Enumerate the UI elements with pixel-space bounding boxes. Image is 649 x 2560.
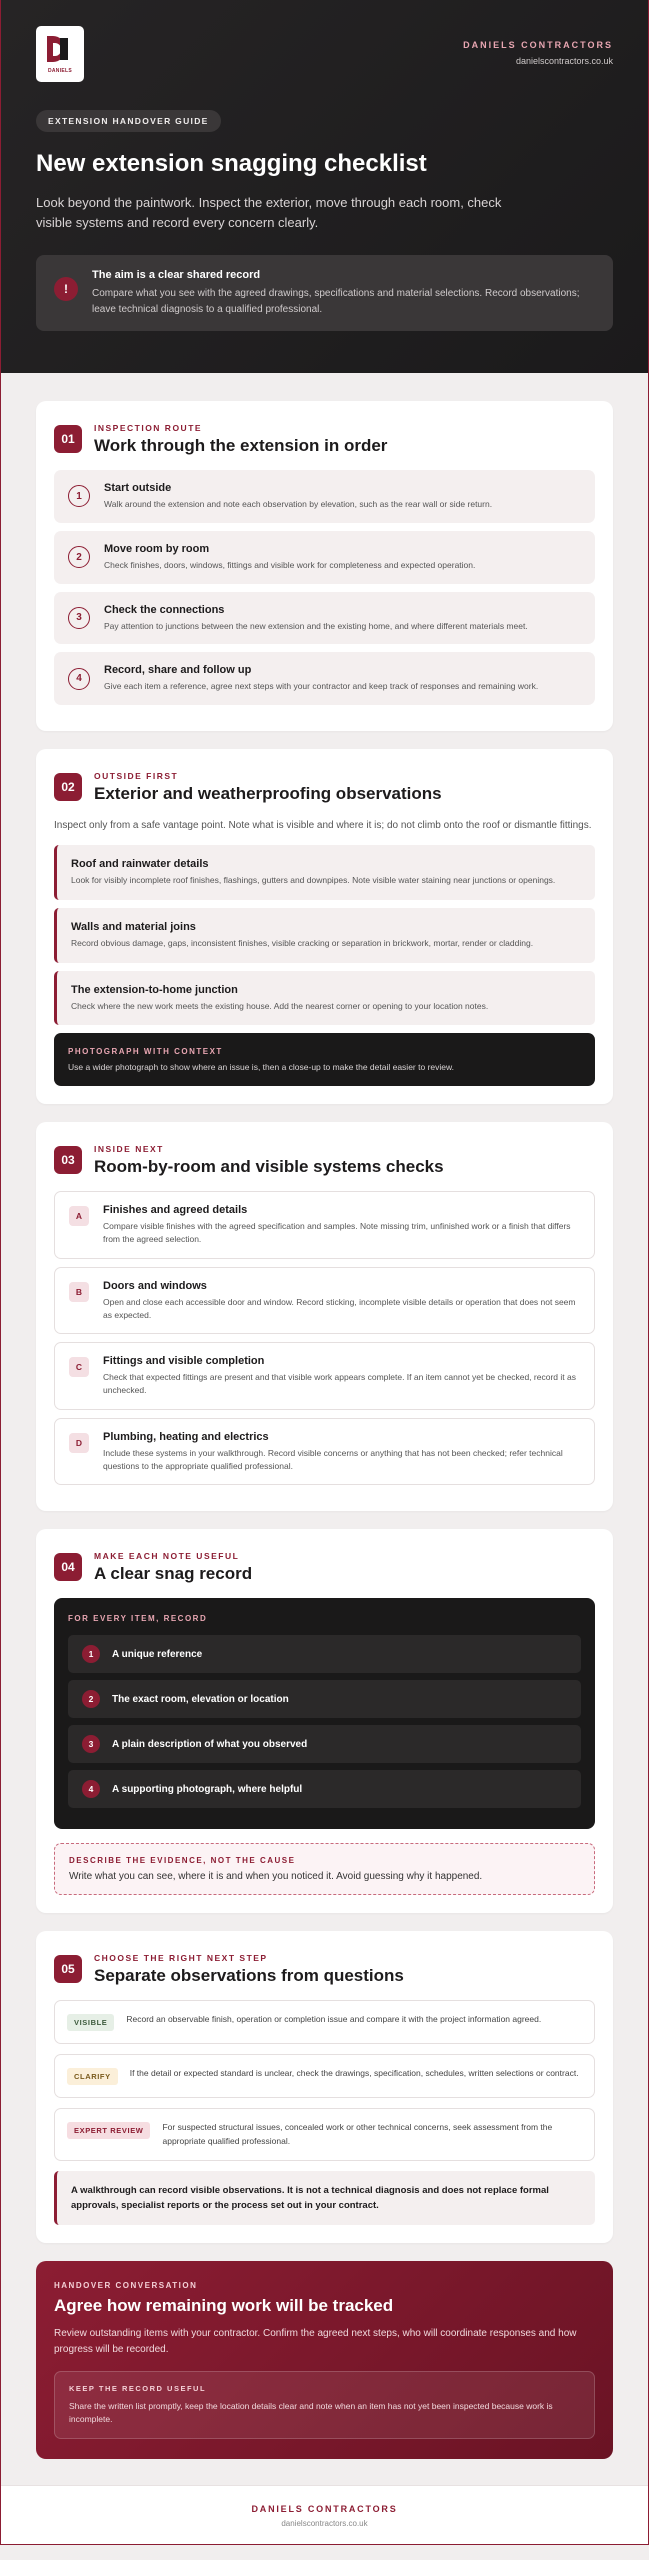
clarify-tag: CLARIFY (67, 2068, 118, 2085)
snag-field-row (68, 1680, 581, 1718)
hero-top-row (36, 26, 613, 82)
field-number-icon: 1 (82, 1645, 100, 1663)
section-title: Separate observations from questions (94, 1966, 404, 1986)
section-header (54, 1551, 595, 1584)
snag-field-row (68, 1770, 581, 1808)
hero-header (1, 0, 648, 373)
section-title: A clear snag record (94, 1564, 253, 1584)
disclaimer-note (54, 2171, 595, 2225)
snag-box-kicker: FOR EVERY ITEM, RECORD (68, 1614, 208, 1624)
company-logo[interactable] (36, 26, 84, 82)
step-title: Check the connections (104, 603, 225, 616)
check-title: Walls and material joins (71, 920, 196, 933)
section-snag-record (36, 1529, 613, 1913)
visible-tag: VISIBLE (67, 2014, 114, 2031)
section-kicker: CHOOSE THE RIGHT NEXT STEP (94, 1953, 268, 1964)
logo-mark-icon (45, 34, 75, 70)
field-number-icon: 3 (82, 1735, 100, 1753)
brand-name: DANIELS CONTRACTORS (463, 40, 613, 50)
brand-block (463, 26, 613, 66)
section-kicker: INSPECTION ROUTE (94, 423, 203, 434)
aim-callout (36, 255, 613, 331)
step-text: Check finishes, doors, windows, fittings and visible work for completeness and expected operation. (104, 559, 476, 570)
section-kicker: OUTSIDE FIRST (94, 771, 179, 782)
section-header (54, 423, 595, 456)
exterior-check-item (54, 845, 595, 900)
section-kicker: INSIDE NEXT (94, 1144, 164, 1155)
evidence-callout (54, 1843, 595, 1895)
alert-icon: ! (54, 277, 78, 301)
check-text: Look for visibly incomplete roof finishes, flashings, gutters and downpipes. Note visible water staining near junctions or openings. (71, 875, 556, 886)
section-intro: Inspect only from a safe vantage point. Note what is visible and where it is; do not climb onto the roof or dismantle fittings. (54, 820, 592, 832)
item-letter-badge: D (69, 1433, 89, 1453)
section-header (54, 1144, 595, 1177)
section-next-step (36, 1931, 613, 2243)
next-step-item (54, 2054, 595, 2098)
section-number-badge: 04 (54, 1553, 82, 1581)
field-number-icon: 4 (82, 1780, 100, 1798)
field-label: The exact room, elevation or location (112, 1693, 289, 1705)
next-step-item (54, 2000, 595, 2044)
check-text: Open and close each accessible door and window. Record sticking, incomplete visible details or operation that does not seem as expected. (103, 1296, 576, 1320)
check-title: Fittings and visible completion (103, 1355, 265, 1368)
next-step-text: If the detail or expected standard is unclear, check the drawings, specification, schedules, written selections or contract. (129, 2068, 579, 2079)
step-text: Give each item a reference, agree next steps with your contractor and keep track of responses and remaining work. (104, 681, 539, 692)
keep-record-kicker: KEEP THE RECORD USEFUL (69, 2384, 207, 2394)
room-check-item (54, 1191, 595, 1259)
photo-tip-text: Use a wider photograph to show where an issue is, then a close-up to make the detail easier to review. (68, 1062, 455, 1073)
snag-field-row (68, 1635, 581, 1673)
main-content (1, 373, 648, 2459)
check-text: Check that expected fittings are present and that visible work appears complete. If an item cannot yet be checked, record it as unchecked. (103, 1372, 576, 1396)
evidence-text: Write what you can see, where it is and when you noticed it. Avoid guessing why it happened. (69, 1871, 483, 1883)
check-title: Roof and rainwater details (71, 858, 209, 871)
section-room-checks (36, 1122, 613, 1511)
field-label: A plain description of what you observed (112, 1738, 308, 1750)
section-title: Work through the extension in order (94, 436, 388, 456)
section-number-badge: 03 (54, 1146, 82, 1174)
step-title: Record, share and follow up (104, 664, 252, 677)
check-title: The extension-to-home junction (71, 983, 238, 996)
check-text: Check where the new work meets the existing house. Add the nearest corner or opening to your location notes. (71, 1000, 489, 1011)
handover-text: Review outstanding items with your contractor. Confirm the agreed next steps, who will coordinate responses and how progress will be recorded. (54, 2328, 577, 2355)
section-number-badge: 01 (54, 425, 82, 453)
step-number-icon: 1 (68, 485, 90, 507)
section-number-badge: 02 (54, 773, 82, 801)
route-step (54, 652, 595, 705)
photo-tip-kicker: PHOTOGRAPH WITH CONTEXT (68, 1047, 223, 1057)
expert-review-tag: EXPERT REVIEW (67, 2122, 150, 2139)
photo-tip-box (54, 1033, 595, 1086)
check-title: Finishes and agreed details (103, 1204, 248, 1217)
room-check-item (54, 1267, 595, 1335)
field-label: A unique reference (112, 1648, 203, 1660)
next-step-item (54, 2108, 595, 2160)
snag-field-row (68, 1725, 581, 1763)
brand-site-link[interactable]: danielscontractors.co.uk (515, 56, 613, 66)
section-header (54, 1953, 595, 1986)
footer-brand-name: DANIELS CONTRACTORS (251, 2504, 398, 2515)
section-kicker: MAKE EACH NOTE USEFUL (94, 1551, 240, 1562)
field-label: A supporting photograph, where helpful (112, 1783, 303, 1795)
field-number-icon: 2 (82, 1690, 100, 1708)
route-step (54, 470, 595, 523)
section-title: Room-by-room and visible systems checks (94, 1157, 444, 1177)
check-title: Plumbing, heating and electrics (103, 1430, 269, 1443)
check-text: Compare visible finishes with the agreed specification and samples. Note missing trim, unfinished work or a finish that differs from the agreed selection. (103, 1221, 571, 1245)
exterior-check-item (54, 908, 595, 963)
section-number-badge: 05 (54, 1955, 82, 1983)
check-text: Include these systems in your walkthrough. Record visible concerns or anything that has not been checked; refer technical questions to the appropriate qualified professional. (103, 1447, 563, 1471)
evidence-kicker: DESCRIBE THE EVIDENCE, NOT THE CAUSE (69, 1856, 296, 1866)
page-lead: Look beyond the paintwork. Inspect the exterior, move through each room, check visible systems and record every concern clearly. (36, 194, 502, 230)
item-letter-badge: C (69, 1357, 89, 1377)
item-letter-badge: B (69, 1282, 89, 1302)
handover-panel (36, 2261, 613, 2459)
step-title: Move room by room (104, 542, 210, 555)
footer-site-link[interactable]: danielscontractors.co.uk (281, 2519, 368, 2529)
section-header (54, 771, 595, 804)
disclaimer-text: A walkthrough can record visible observations. It is not a technical diagnosis and does not replace formal approvals, specialist reports or the process set out in your contract. (71, 2184, 549, 2211)
section-inspection-route (36, 401, 613, 731)
aim-title: The aim is a clear shared record (92, 269, 261, 282)
keep-record-text: Share the written list promptly, keep the location details clear and note when an item has not yet been inspected because work is incomplete. (69, 2401, 553, 2425)
handover-title: Agree how remaining work will be tracked (54, 2296, 394, 2316)
aim-text: Compare what you see with the agreed drawings, specifications and material selections. Record observations; leave technical diagnosis to a qualified professional. (92, 288, 580, 315)
logo-text: DANIELS (47, 68, 73, 74)
aim-content (92, 269, 595, 317)
room-check-item (54, 1342, 595, 1410)
snag-record-box (54, 1598, 595, 1829)
keep-record-box (54, 2371, 595, 2439)
page-footer (1, 2485, 648, 2544)
next-step-text: Record an observable finish, operation or completion issue and compare it with the project information agreed. (126, 2014, 542, 2025)
step-number-icon: 4 (68, 668, 90, 690)
eyebrow-pill: EXTENSION HANDOVER GUIDE (36, 110, 221, 132)
route-step (54, 531, 595, 584)
step-text: Pay attention to junctions between the new extension and the existing home, and where different materials meet. (104, 620, 528, 631)
room-check-item (54, 1418, 595, 1486)
route-step (54, 592, 595, 645)
exterior-check-item (54, 971, 595, 1026)
step-number-icon: 3 (68, 607, 90, 629)
section-title: Exterior and weatherproofing observations (94, 784, 442, 804)
check-title: Doors and windows (103, 1279, 207, 1292)
page-title: New extension snagging checklist (36, 150, 427, 177)
step-number-icon: 2 (68, 546, 90, 568)
item-letter-badge: A (69, 1206, 89, 1226)
step-title: Start outside (104, 482, 172, 495)
check-text: Record obvious damage, gaps, inconsistent finishes, visible cracking or separation in brickwork, mortar, render or cladding. (71, 937, 534, 948)
section-exterior (36, 749, 613, 1104)
step-text: Walk around the extension and note each observation by elevation, such as the rear wall or side return. (104, 499, 493, 510)
handover-kicker: HANDOVER CONVERSATION (54, 2281, 198, 2291)
next-step-text: For suspected structural issues, concealed work or other technical concerns, seek assessment from the appropriate qualified professional. (162, 2122, 553, 2146)
